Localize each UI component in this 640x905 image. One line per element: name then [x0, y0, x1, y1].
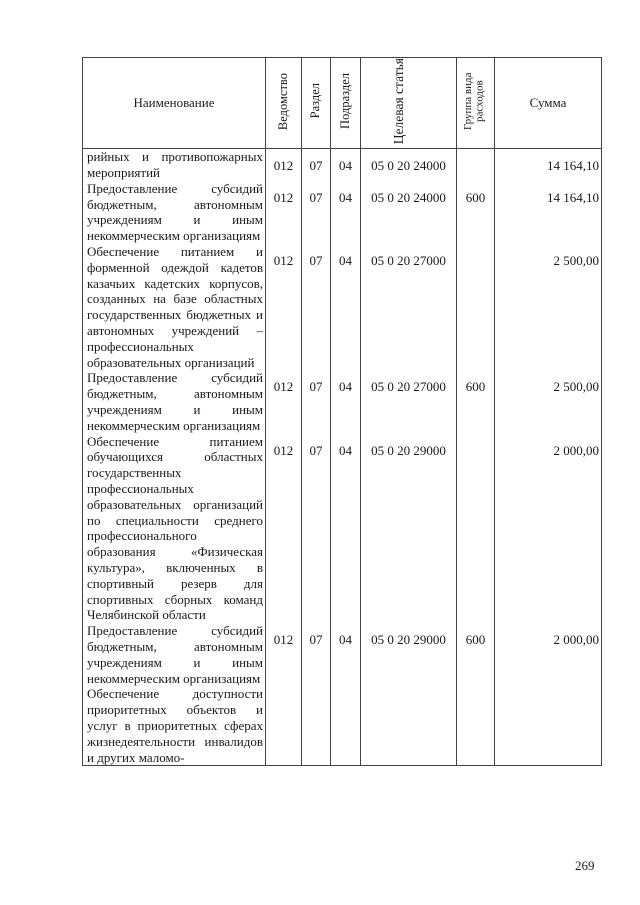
- table-row: [83, 244, 602, 370]
- row-name: Обеспечение питанием и форменной одеждой кадетов казачьих кадетских корпусов, созданных на базе областных государственных бюджетных и автономных учреждений – профессиональных образовательных организаций: [83, 244, 266, 370]
- header-target-item: [361, 58, 457, 149]
- row-amount: 2 000,00: [495, 623, 602, 686]
- row-expense-group: [457, 244, 495, 370]
- row-subsection: 04: [331, 623, 361, 686]
- row-department: 012: [266, 623, 302, 686]
- row-expense-group: 600: [457, 181, 495, 244]
- row-department: 012: [266, 181, 302, 244]
- row-amount: 2 500,00: [495, 244, 602, 370]
- row-section: 07: [302, 181, 331, 244]
- row-section: 07: [302, 149, 331, 181]
- row-department: 012: [266, 434, 302, 624]
- header-section-label: Раздел: [308, 83, 323, 119]
- row-name: Обеспечение питанием обучающихся областных государственных профессиональных образовательных организаций по специальности среднего профессионального образования «Физическая культура», включенных в спортивный резерв для спортивных сборных команд Челябинской области: [83, 434, 266, 624]
- table-row: [83, 623, 602, 686]
- row-department: 012: [266, 149, 302, 181]
- row-name: рийных и противопожарных мероприятий: [83, 149, 266, 181]
- header-expense-group: [457, 58, 495, 149]
- row-subsection: [331, 686, 361, 765]
- header-subsection-label: Подраздел: [337, 73, 352, 130]
- header-target-item-label: Целевая статья: [390, 58, 406, 145]
- row-department: 012: [266, 370, 302, 433]
- row-amount: 14 164,10: [495, 149, 602, 181]
- row-target-item: 05 0 20 29000: [361, 623, 457, 686]
- row-department: [266, 686, 302, 765]
- row-amount: 14 164,10: [495, 181, 602, 244]
- row-section: 07: [302, 623, 331, 686]
- row-target-item: 05 0 20 27000: [361, 370, 457, 433]
- row-amount: 2 000,00: [495, 434, 602, 624]
- header-amount: Сумма: [495, 58, 602, 149]
- row-subsection: 04: [331, 370, 361, 433]
- page-number: 269: [575, 858, 595, 873]
- row-amount: 2 500,00: [495, 370, 602, 433]
- row-amount: [495, 686, 602, 765]
- row-expense-group: [457, 434, 495, 624]
- header-subsection: [331, 58, 361, 149]
- header-expense-group-label: Группа вида расходов: [461, 72, 486, 130]
- table-header-row: [83, 58, 602, 149]
- row-department: 012: [266, 244, 302, 370]
- row-name: Предоставление субсидий бюджетным, автономным учреждениям и иным некоммерческим организациям: [83, 370, 266, 433]
- row-expense-group: 600: [457, 370, 495, 433]
- row-target-item: 05 0 20 24000: [361, 149, 457, 181]
- row-name: Предоставление субсидий бюджетным, автономным учреждениям и иным некоммерческим организациям: [83, 181, 266, 244]
- budget-table: [82, 57, 602, 766]
- header-name: Наименование: [83, 58, 266, 149]
- row-subsection: 04: [331, 149, 361, 181]
- table-row: [83, 181, 602, 244]
- row-target-item: [361, 686, 457, 765]
- row-section: [302, 686, 331, 765]
- row-target-item: 05 0 20 24000: [361, 181, 457, 244]
- row-expense-group: 600: [457, 623, 495, 686]
- table-row: [83, 434, 602, 624]
- row-target-item: 05 0 20 29000: [361, 434, 457, 624]
- row-expense-group: [457, 149, 495, 181]
- table-row: [83, 149, 602, 181]
- header-department: [266, 58, 302, 149]
- row-subsection: 04: [331, 181, 361, 244]
- table-row: [83, 686, 602, 765]
- row-subsection: 04: [331, 434, 361, 624]
- row-expense-group: [457, 686, 495, 765]
- table-row: [83, 370, 602, 433]
- row-target-item: 05 0 20 27000: [361, 244, 457, 370]
- header-section: [302, 58, 331, 149]
- row-name: Предоставление субсидий бюджетным, автономным учреждениям и иным некоммерческим организациям: [83, 623, 266, 686]
- row-section: 07: [302, 434, 331, 624]
- row-section: 07: [302, 244, 331, 370]
- row-name: Обеспечение доступности приоритетных объектов и услуг в приоритетных сферах жизнедеятельности инвалидов и других маломо-: [83, 686, 266, 765]
- header-department-label: Ведомство: [275, 72, 290, 130]
- row-subsection: 04: [331, 244, 361, 370]
- row-section: 07: [302, 370, 331, 433]
